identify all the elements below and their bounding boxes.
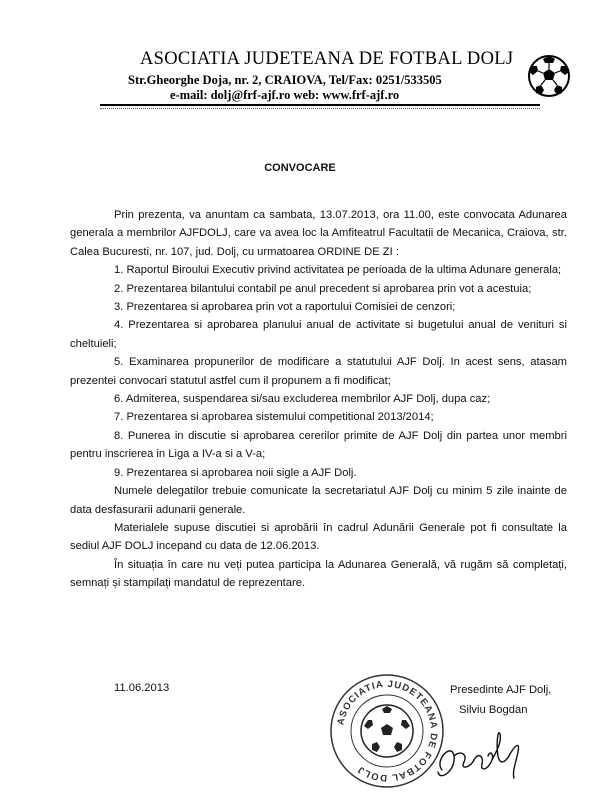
handwritten-signature [430, 720, 530, 790]
organization-name: ASOCIATIA JUDETEANA DE FOTBAL DOLJ [140, 49, 514, 69]
agenda-item-3: 3. Prezentarea si aprobarea prin vot a raportului Comisiei de cenzori; [114, 301, 456, 314]
delegates-paragraph: Numele delegatilor trebuie comunicate la secretariatul AJF Dolj cu minim 5 zile inainte de data desfasurarii adunarii generale. [70, 485, 567, 516]
mandate-paragraph: În situația în care nu veți putea participa la Adunarea Generală, vă rugăm să completați, semnați și stampilați mandatul de reprezentare. [70, 558, 567, 590]
header-rule [100, 104, 540, 106]
signer-name: Silviu Bogdan [459, 704, 528, 716]
agenda-item-2: 2. Prezentarea bilantului contabil pe anul precedent si aprobarea prin vot a acestuia; [114, 282, 532, 295]
signer-role: Presedinte AJF Dolj, [450, 684, 552, 696]
agenda-item-8: 8. Punerea in discutie si aprobarea cererilor primite de AJF Dolj din partea unor membri pentru inscrierea in Liga a IV-a si a V-a; [70, 429, 567, 461]
document-body [70, 206, 567, 593]
agenda-item-6: 6. Admiterea, suspendarea si/sau excluderea membrilor AJF Dolj, dupa caz; [114, 393, 491, 406]
organization-address: Str.Gheorghe Doja, nr. 2, CRAIOVA, Tel/Fax: 0251/533505 [128, 73, 442, 87]
agenda-item-4: 4. Prezentarea si aprobarea planului anual de activitate si bugetului anual de venituri si cheltuieli; [70, 319, 567, 350]
organization-contact: e-mail: dolj@frf-ajf.ro web: www.frf-ajf.ro [170, 88, 400, 102]
document-date: 11.06.2013 [114, 682, 170, 694]
materials-paragraph: Materialele supuse discutiei si aprobării în cadrul Adunării Generale pot fi consultate la sediul AJF DOLJ incepand cu data de 12.06.2013. [70, 521, 567, 553]
stamp-text: ASOCIATIA JUDETEANA DE FOTBAL DOLJ [335, 678, 440, 784]
agenda-item-9: 9. Prezentarea si aprobarea noii sigle a AJF Dolj. [114, 466, 357, 479]
soccer-ball-icon [527, 54, 571, 98]
header-rule-dotted [100, 108, 540, 109]
document-title: CONVOCARE [264, 162, 336, 174]
agenda-item-5: 5. Examinarea propunerilor de modificare a statutului AJF Dolj. In acest sens, atasam prezentei convocari statutul astfel cum il propunem a fi modificat; [70, 356, 567, 387]
official-stamp [328, 672, 446, 790]
intro-paragraph: Prin prezenta, va anuntam ca sambata, 13.07.2013, ora 11.00, este convocata Adunarea generala a membrilor AJFDOLJ, care va avea loc la Amfiteatrul Facultatii de Mecanica, Craiova, str. Calea Bucuresti, nr. 107, jud. Dolj, cu urmatoarea ORDINE DE ZI : [70, 209, 567, 258]
agenda-item-7: 7. Prezentarea si aprobarea sistemului competitional 2013/2014; [114, 411, 434, 424]
agenda-item-1: 1. Raportul Biroului Executiv privind activitatea pe perioada de la ultima Adunare generala; [114, 264, 562, 277]
